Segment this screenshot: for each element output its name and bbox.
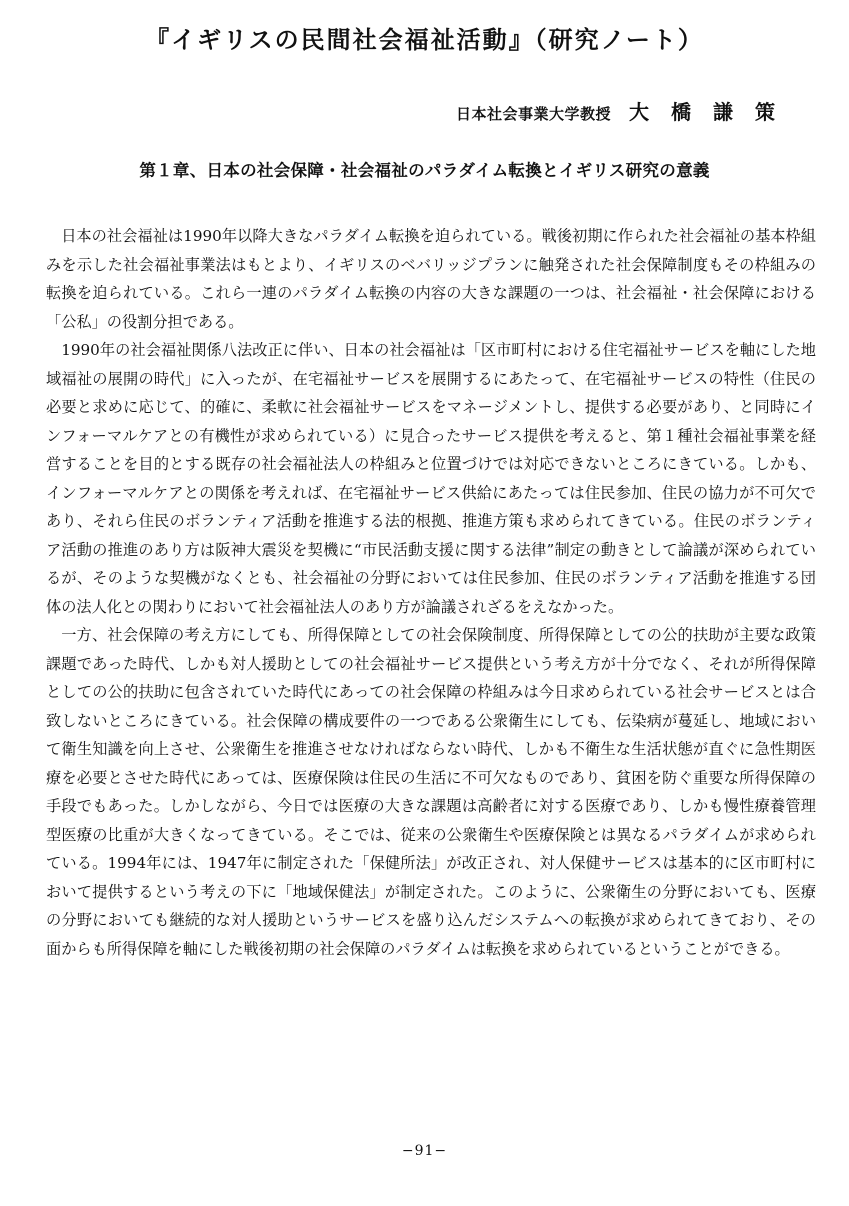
page-number: −91−	[401, 1143, 448, 1159]
document-title: 『イギリスの民間社会福祉活動』（研究ノート）	[145, 26, 704, 54]
paragraph-1: 日本の社会福祉は1990年以降大きなパラダイム転換を迫られている。戦後初期に作られた社会福祉の基本枠組みを示した社会福祉事業法はもとより、イギリスのベバリッジプランに触発された社会保障制度もその枠組みの転換を迫られている。これら一連のパラダイム転換の内容の大きな課題の一つは、社会福祉・社会保障における「公私」の役割分担である。	[46, 227, 816, 331]
author-name: 大橋謙策	[629, 100, 797, 124]
body-text	[46, 222, 816, 963]
paragraph-2: 1990年の社会福祉関係八法改正に伴い、日本の社会福祉は「区市町村における住宅福祉サービスを軸にした地域福祉の展開の時代」に入ったが、在宅福祉サービスを展開するにあたって、在宅福祉サービスの特性（住民の必要と求めに応じて、的確に、柔軟に社会福祉サービスをマネージメントし、提供する必要があり、と同時にインフォーマルケアとの有機性が求められている）に見合ったサービス提供を考えると、第１種社会福祉事業を経営することを目的とする既存の社会福祉法人の枠組みと位置づけでは対応できないところにきている。しかも、インフォーマルケアとの関係を考えれば、在宅福祉サービス供給にあたっては住民参加、住民の協力が不可欠であり、それら住民のボランティア活動を推進する法的根拠、推進方策も求められてきている。住民のボランティア活動の推進のあり方は阪神大震災を契機に“市民活動支援に関する法律”制定の動きとして論議が深められているが、そのような契機がなくとも、社会福祉の分野においては住民参加、住民のボランティア活動を推進する団体の法人化との関わりにおいて社会福祉法人のあり方が論議されざるをえなかった。	[46, 341, 816, 616]
paragraph-3: 一方、社会保障の考え方にしても、所得保障としての社会保険制度、所得保障としての公的扶助が主要な政策課題であった時代、しかも対人援助としての社会福祉サービス提供という考え方が十分でなく、それが所得保障としての公的扶助に包含されていた時代にあっての社会保障の枠組みは今日求められている社会サービスとは合致しないところにきている。社会保障の構成要件の一つである公衆衛生にしても、伝染病が蔓延し、地域において衛生知識を向上させ、公衆衛生を推進させなければならない時代、しかも不衛生な生活状態が直ぐに急性期医療を必要とさせた時代にあっては、医療保険は住民の生活に不可欠なものであり、貧困を防ぐ重要な所得保障の手段でもあった。しかしながら、今日では医療の大きな課題は高齢者に対する医療であり、しかも慢性療養管理型医療の比重が大きくなってきている。そこでは、従来の公衆衛生や医療保険とは異なるパラダイムが求められている。1994年には、1947年に制定された「保健所法」が改正され、対人保健サービスは基本的に区市町村において提供するという考えの下に「地域保健法」が制定された。このように、公衆衛生の分野においても、医療の分野においても継続的な対人援助というサービスを盛り込んだシステムへの転換が求められてきており、その面からも所得保障を軸にした戦後初期の社会保障のパラダイムは転換を求められているということができる。	[46, 626, 816, 958]
chapter-heading: 第１章、日本の社会保障・社会福祉のパラダイム転換とイギリス研究の意義	[139, 161, 710, 180]
author-line	[456, 100, 797, 126]
author-affiliation: 日本社会事業大学教授	[455, 105, 611, 123]
